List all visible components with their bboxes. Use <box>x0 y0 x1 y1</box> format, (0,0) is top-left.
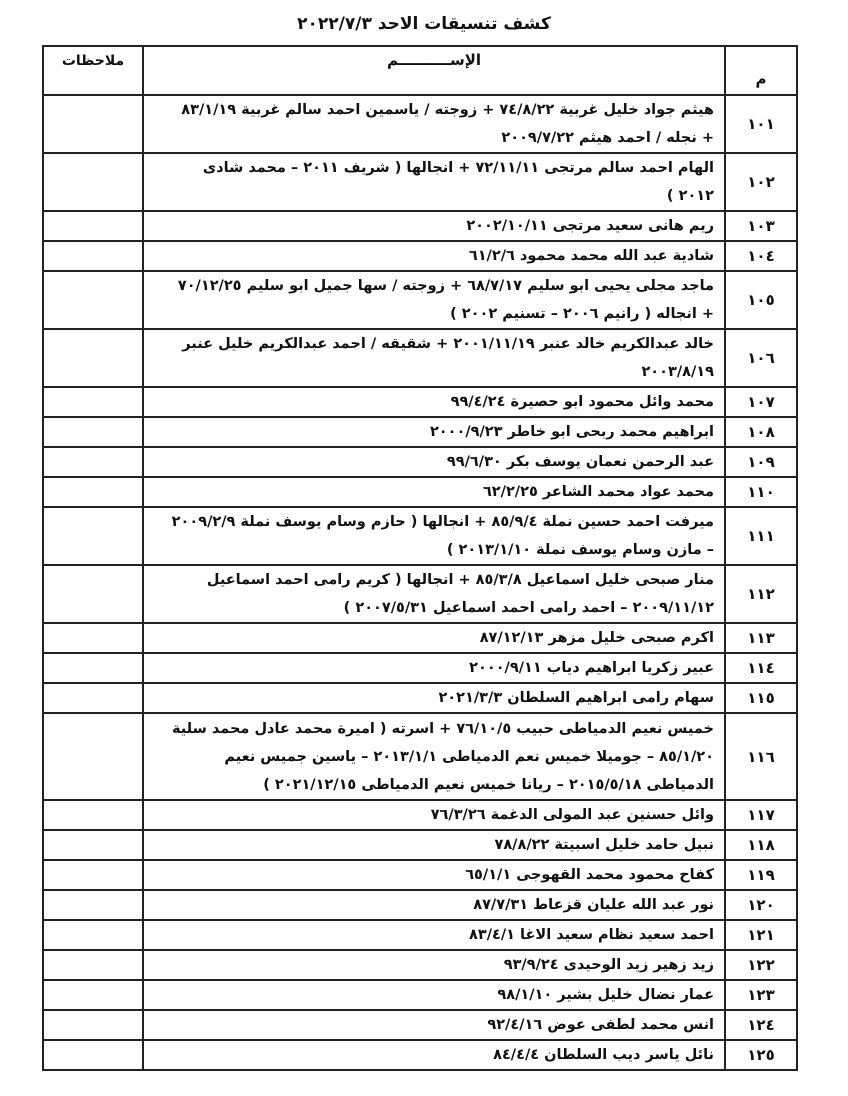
row-notes <box>43 653 143 683</box>
row-name <box>143 477 725 507</box>
row-number: ١١٢ <box>725 565 797 623</box>
table-row <box>43 477 797 507</box>
row-number: ١٠٩ <box>725 447 797 477</box>
row-name <box>143 387 725 417</box>
name-line: وائل حسنين عبد المولى الدغمة ٧٦/٣/٢٦ <box>430 807 714 823</box>
row-number: ١٠٥ <box>725 271 797 329</box>
name-line: + انجاله ( رانيم ٢٠٠٦ – تسنيم ٢٠٠٢ ) <box>450 306 714 322</box>
row-name <box>143 153 725 211</box>
header-name: الإســــــــــم <box>143 46 725 95</box>
table-row <box>43 800 797 830</box>
row-name <box>143 713 725 800</box>
name-line: ٢٠٠٣/٨/١٩ <box>641 364 714 380</box>
names-table <box>42 45 798 1071</box>
row-notes <box>43 417 143 447</box>
table-row <box>43 387 797 417</box>
row-number: ١٢٠ <box>725 890 797 920</box>
name-line: نور عبد الله عليان قزعاط ٨٧/٧/٣١ <box>473 897 714 913</box>
name-line: ٨٥/١/٢٠ – جوميلا خميس نعم الدمياطى ٢٠١٣/١/١ – ياسين جميس نعيم <box>224 748 714 765</box>
row-name <box>143 950 725 980</box>
row-notes <box>43 241 143 271</box>
table-row <box>43 565 797 623</box>
name-line: هيثم جواد خليل غربية ٧٤/٨/٢٢ + زوجته / ياسمين احمد سالم غربية ٨٣/١/١٩ <box>181 102 714 118</box>
table-row <box>43 860 797 890</box>
row-name <box>143 1040 725 1070</box>
row-name <box>143 800 725 830</box>
row-notes <box>43 271 143 329</box>
row-number: ١١٧ <box>725 800 797 830</box>
row-number: ١٢٥ <box>725 1040 797 1070</box>
document-title: كشف تنسيقات الاحد ٢٠٢٢/٧/٣ <box>297 14 551 34</box>
row-notes <box>43 329 143 387</box>
name-line: ٢٠٠٩/١١/١٢ – احمد رامى احمد اسماعيل ٢٠٠٧/٥/٣١ ) <box>343 600 714 616</box>
name-line: نبيل حامد خليل اسبيتة ٧٨/٨/٢٢ <box>494 837 714 853</box>
row-notes <box>43 713 143 800</box>
row-number: ١١٥ <box>725 683 797 713</box>
row-name <box>143 95 725 153</box>
table-row <box>43 980 797 1010</box>
name-line: خميس نعيم الدمياطى حبيب ٧٦/١٠/٥ + اسرته ( اميرة محمد عادل محمد سلية <box>171 720 714 737</box>
table-row <box>43 713 797 800</box>
row-number: ١١٣ <box>725 623 797 653</box>
row-notes <box>43 477 143 507</box>
row-name <box>143 241 725 271</box>
row-notes <box>43 387 143 417</box>
row-number: ١١١ <box>725 507 797 565</box>
table-row <box>43 920 797 950</box>
row-name <box>143 507 725 565</box>
header-notes: ملاحظات <box>43 46 143 95</box>
name-line: محمد عواد محمد الشاعر ٦٢/٢/٢٥ <box>482 484 714 500</box>
table-row <box>43 1010 797 1040</box>
row-number: ١٠٣ <box>725 211 797 241</box>
row-notes <box>43 683 143 713</box>
row-notes <box>43 153 143 211</box>
name-line: سهام رامى ابراهيم السلطان ٢٠٢١/٣/٣ <box>438 690 714 706</box>
name-line: ريم هانى سعيد مرتجى ٢٠٠٢/١٠/١١ <box>466 218 714 234</box>
row-notes <box>43 830 143 860</box>
row-number: ١٠٢ <box>725 153 797 211</box>
name-line: ٢٠١٢ ) <box>666 188 714 204</box>
table-row <box>43 1040 797 1070</box>
row-number: ١٠٨ <box>725 417 797 447</box>
header-row <box>43 46 797 95</box>
name-line: احمد سعيد نظام سعيد الاغا ٨٣/٤/١ <box>469 927 714 943</box>
row-name <box>143 980 725 1010</box>
row-name <box>143 890 725 920</box>
name-line: – مازن وسام يوسف نملة ٢٠١٣/١/١٠ ) <box>446 542 714 558</box>
row-notes <box>43 447 143 477</box>
table-row <box>43 153 797 211</box>
row-number: ١٠٦ <box>725 329 797 387</box>
table-row <box>43 417 797 447</box>
row-name <box>143 653 725 683</box>
row-number: ١٢٢ <box>725 950 797 980</box>
row-notes <box>43 1040 143 1070</box>
name-line: خالد عبدالكريم خالد عنبر ٢٠٠١/١١/١٩ + شقيقه / احمد عبدالكريم خليل عنبر <box>182 336 714 352</box>
table-row <box>43 271 797 329</box>
row-name <box>143 830 725 860</box>
row-notes <box>43 623 143 653</box>
name-line: عبير زكريا ابراهيم دياب ٢٠٠٠/٩/١١ <box>469 660 714 676</box>
name-line: منار صبحى خليل اسماعيل ٨٥/٣/٨ + انجالها ( كريم رامى احمد اسماعيل <box>206 572 714 588</box>
table-row <box>43 890 797 920</box>
name-line: الهام احمد سالم مرتجى ٧٢/١١/١١ + انجالها ( شريف ٢٠١١ – محمد شادى <box>202 160 714 176</box>
row-notes <box>43 980 143 1010</box>
table-row <box>43 653 797 683</box>
row-name <box>143 417 725 447</box>
row-notes <box>43 800 143 830</box>
row-number: ١٢٣ <box>725 980 797 1010</box>
name-line: ميرفت احمد حسين نملة ٨٥/٩/٤ + انجالها ( حازم وسام يوسف نملة ٢٠٠٩/٢/٩ <box>171 514 714 530</box>
row-number: ١١٠ <box>725 477 797 507</box>
name-line: محمد وائل محمود ابو حصيرة ٩٩/٤/٢٤ <box>450 394 714 410</box>
row-name <box>143 683 725 713</box>
row-notes <box>43 950 143 980</box>
name-line: عمار نضال خليل بشير ٩٨/١/١٠ <box>497 987 714 1003</box>
header-number: م <box>725 46 797 95</box>
table-row <box>43 507 797 565</box>
table-row <box>43 95 797 153</box>
row-notes <box>43 920 143 950</box>
name-line: الدمياطى ٢٠١٥/٥/١٨ – ريانا خميس نعيم الدمياطى ٢٠٢١/١٢/١٥ ) <box>263 776 714 793</box>
row-name <box>143 860 725 890</box>
table-row <box>43 447 797 477</box>
row-name <box>143 623 725 653</box>
name-line: عبد الرحمن نعمان يوسف بكر ٩٩/٦/٣٠ <box>446 454 714 470</box>
row-number: ١٠٧ <box>725 387 797 417</box>
row-name <box>143 211 725 241</box>
row-name <box>143 447 725 477</box>
row-number: ١١٩ <box>725 860 797 890</box>
table-row <box>43 623 797 653</box>
row-name <box>143 329 725 387</box>
name-line: انس محمد لطفى عوض ٩٢/٤/١٦ <box>487 1017 714 1033</box>
row-notes <box>43 565 143 623</box>
row-notes <box>43 860 143 890</box>
name-line: كفاح محمود محمد القهوجى ٦٥/١/١ <box>465 867 714 883</box>
row-number: ١١٨ <box>725 830 797 860</box>
row-notes <box>43 890 143 920</box>
row-notes <box>43 1010 143 1040</box>
name-line: اكرم صبحى خليل مزهر ٨٧/١٢/١٣ <box>479 630 714 646</box>
row-number: ١٠١ <box>725 95 797 153</box>
table-row <box>43 211 797 241</box>
table-row <box>43 950 797 980</box>
row-name <box>143 565 725 623</box>
table-row <box>43 683 797 713</box>
name-line: ماجد مجلى يحيى ابو سليم ٦٨/٧/١٧ + زوجته / سها جميل ابو سليم ٧٠/١٢/٢٥ <box>177 278 714 294</box>
name-line: زيد زهير زيد الوحيدى ٩٣/٩/٢٤ <box>503 957 714 973</box>
table-row <box>43 241 797 271</box>
row-notes <box>43 211 143 241</box>
row-number: ١٢١ <box>725 920 797 950</box>
name-line: + نجله / احمد هيثم ٢٠٠٩/٧/٢٢ <box>501 130 714 146</box>
row-number: ١٠٤ <box>725 241 797 271</box>
name-line: ابراهيم محمد ربحى ابو خاطر ٢٠٠٠/٩/٢٣ <box>429 424 714 440</box>
name-line: نائل ياسر ديب السلطان ٨٤/٤/٤ <box>493 1047 714 1063</box>
row-notes <box>43 507 143 565</box>
name-line: شادية عبد الله محمد محمود ٦١/٢/٦ <box>468 248 714 264</box>
row-notes <box>43 95 143 153</box>
row-name <box>143 920 725 950</box>
row-number: ١١٤ <box>725 653 797 683</box>
row-name <box>143 271 725 329</box>
row-number: ١٢٤ <box>725 1010 797 1040</box>
row-name <box>143 1010 725 1040</box>
table-row <box>43 830 797 860</box>
table-row <box>43 329 797 387</box>
row-number: ١١٦ <box>725 713 797 800</box>
